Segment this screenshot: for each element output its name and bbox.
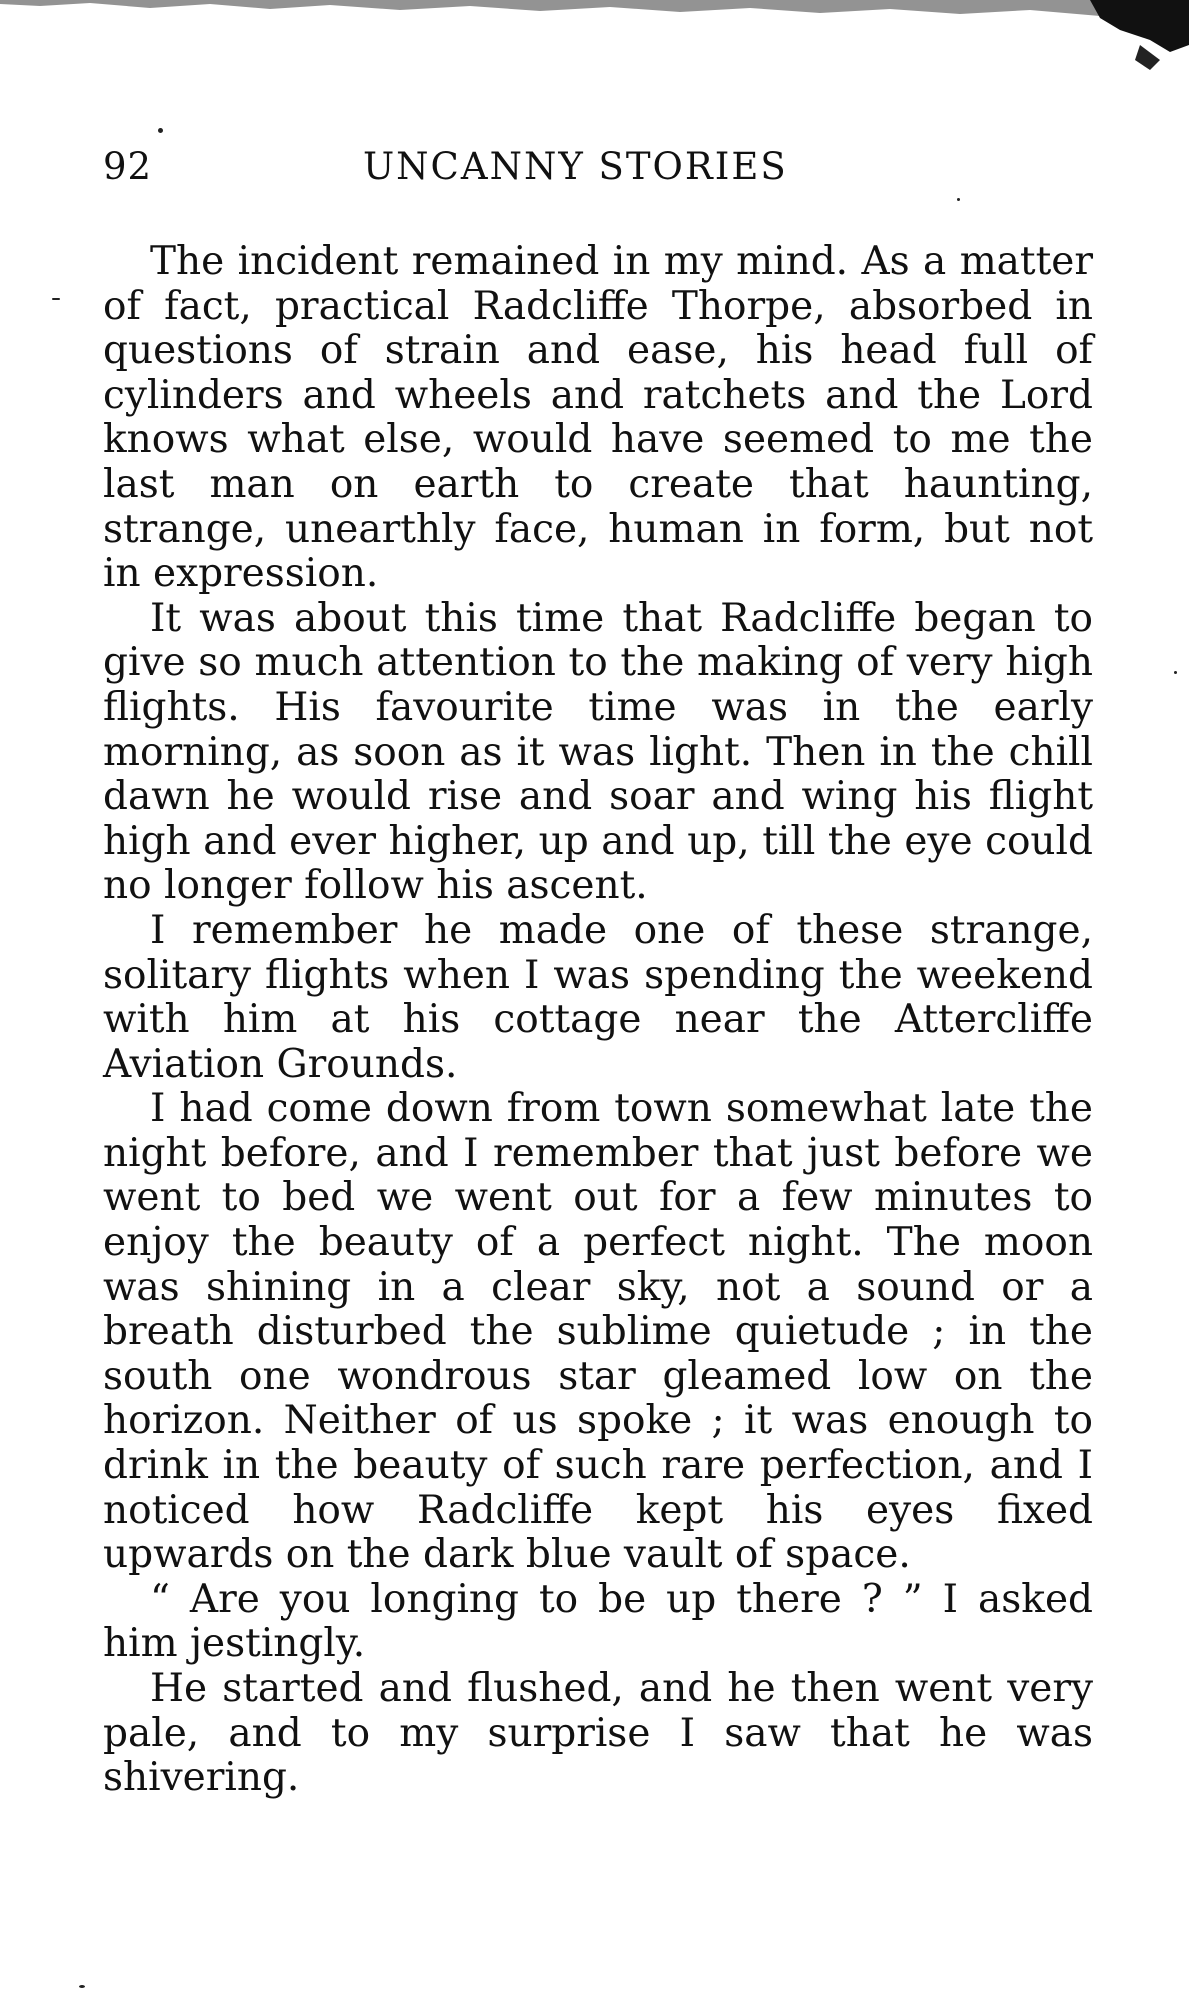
paragraph: He started and flushed, and he then went very pale, and to my surprise I saw that he was shivering. (103, 1666, 1093, 1801)
paragraph: I had come down from town somewhat late the night before, and I remember that just before we went to bed we went out for a few minutes to enjoy the beauty of a perfect night. The moon was shining in a clear sky, not a sound or a breath disturbed the sublime quietude ; in the south one wondrous star gleamed low on the horizon. Neither of us spoke ; it was enough to drink in the beauty of such rare perfection, and I noticed how Radcliffe kept his eyes fixed upwards on the dark blue vault of space. (103, 1086, 1093, 1578)
paragraph: “ Are you longing to be up there ? ” I asked him jestingly. (103, 1576, 1093, 1667)
scan-speck (79, 1985, 85, 1988)
paragraph: The incident remained in my mind. As a matter of fact, practical Radcliffe Thorpe, absorbed in questions of strain and ease, his head full of cylinders and wheels and ratchets and the Lord knows what else, would have seemed to me the last man on earth to create that haunting, strange, unearthly face, human in form, but not in expression. (103, 239, 1093, 597)
running-title: UNCANNY STORIES (363, 145, 788, 188)
page-number: 92 (103, 145, 153, 188)
page-header (103, 145, 1073, 205)
scan-speck (1174, 671, 1177, 674)
paragraph: I remember he made one of these strange, solitary flights when I was spending the weekend with him at his cottage near the Attercliffe Aviation Grounds. (103, 907, 1093, 1087)
scan-speck (158, 128, 163, 133)
paragraph: It was about this time that Radcliffe began to give so much attention to the making of very high flights. His favourite time was in the early morning, as soon as it was light. Then in the chill dawn he would rise and soar and wing his flight high and ever higher, up and up, till the eye could no longer follow his ascent. (103, 595, 1093, 909)
scan-edge-noise (0, 0, 1189, 75)
scan-speck (52, 298, 60, 300)
body-text (103, 240, 1093, 1801)
